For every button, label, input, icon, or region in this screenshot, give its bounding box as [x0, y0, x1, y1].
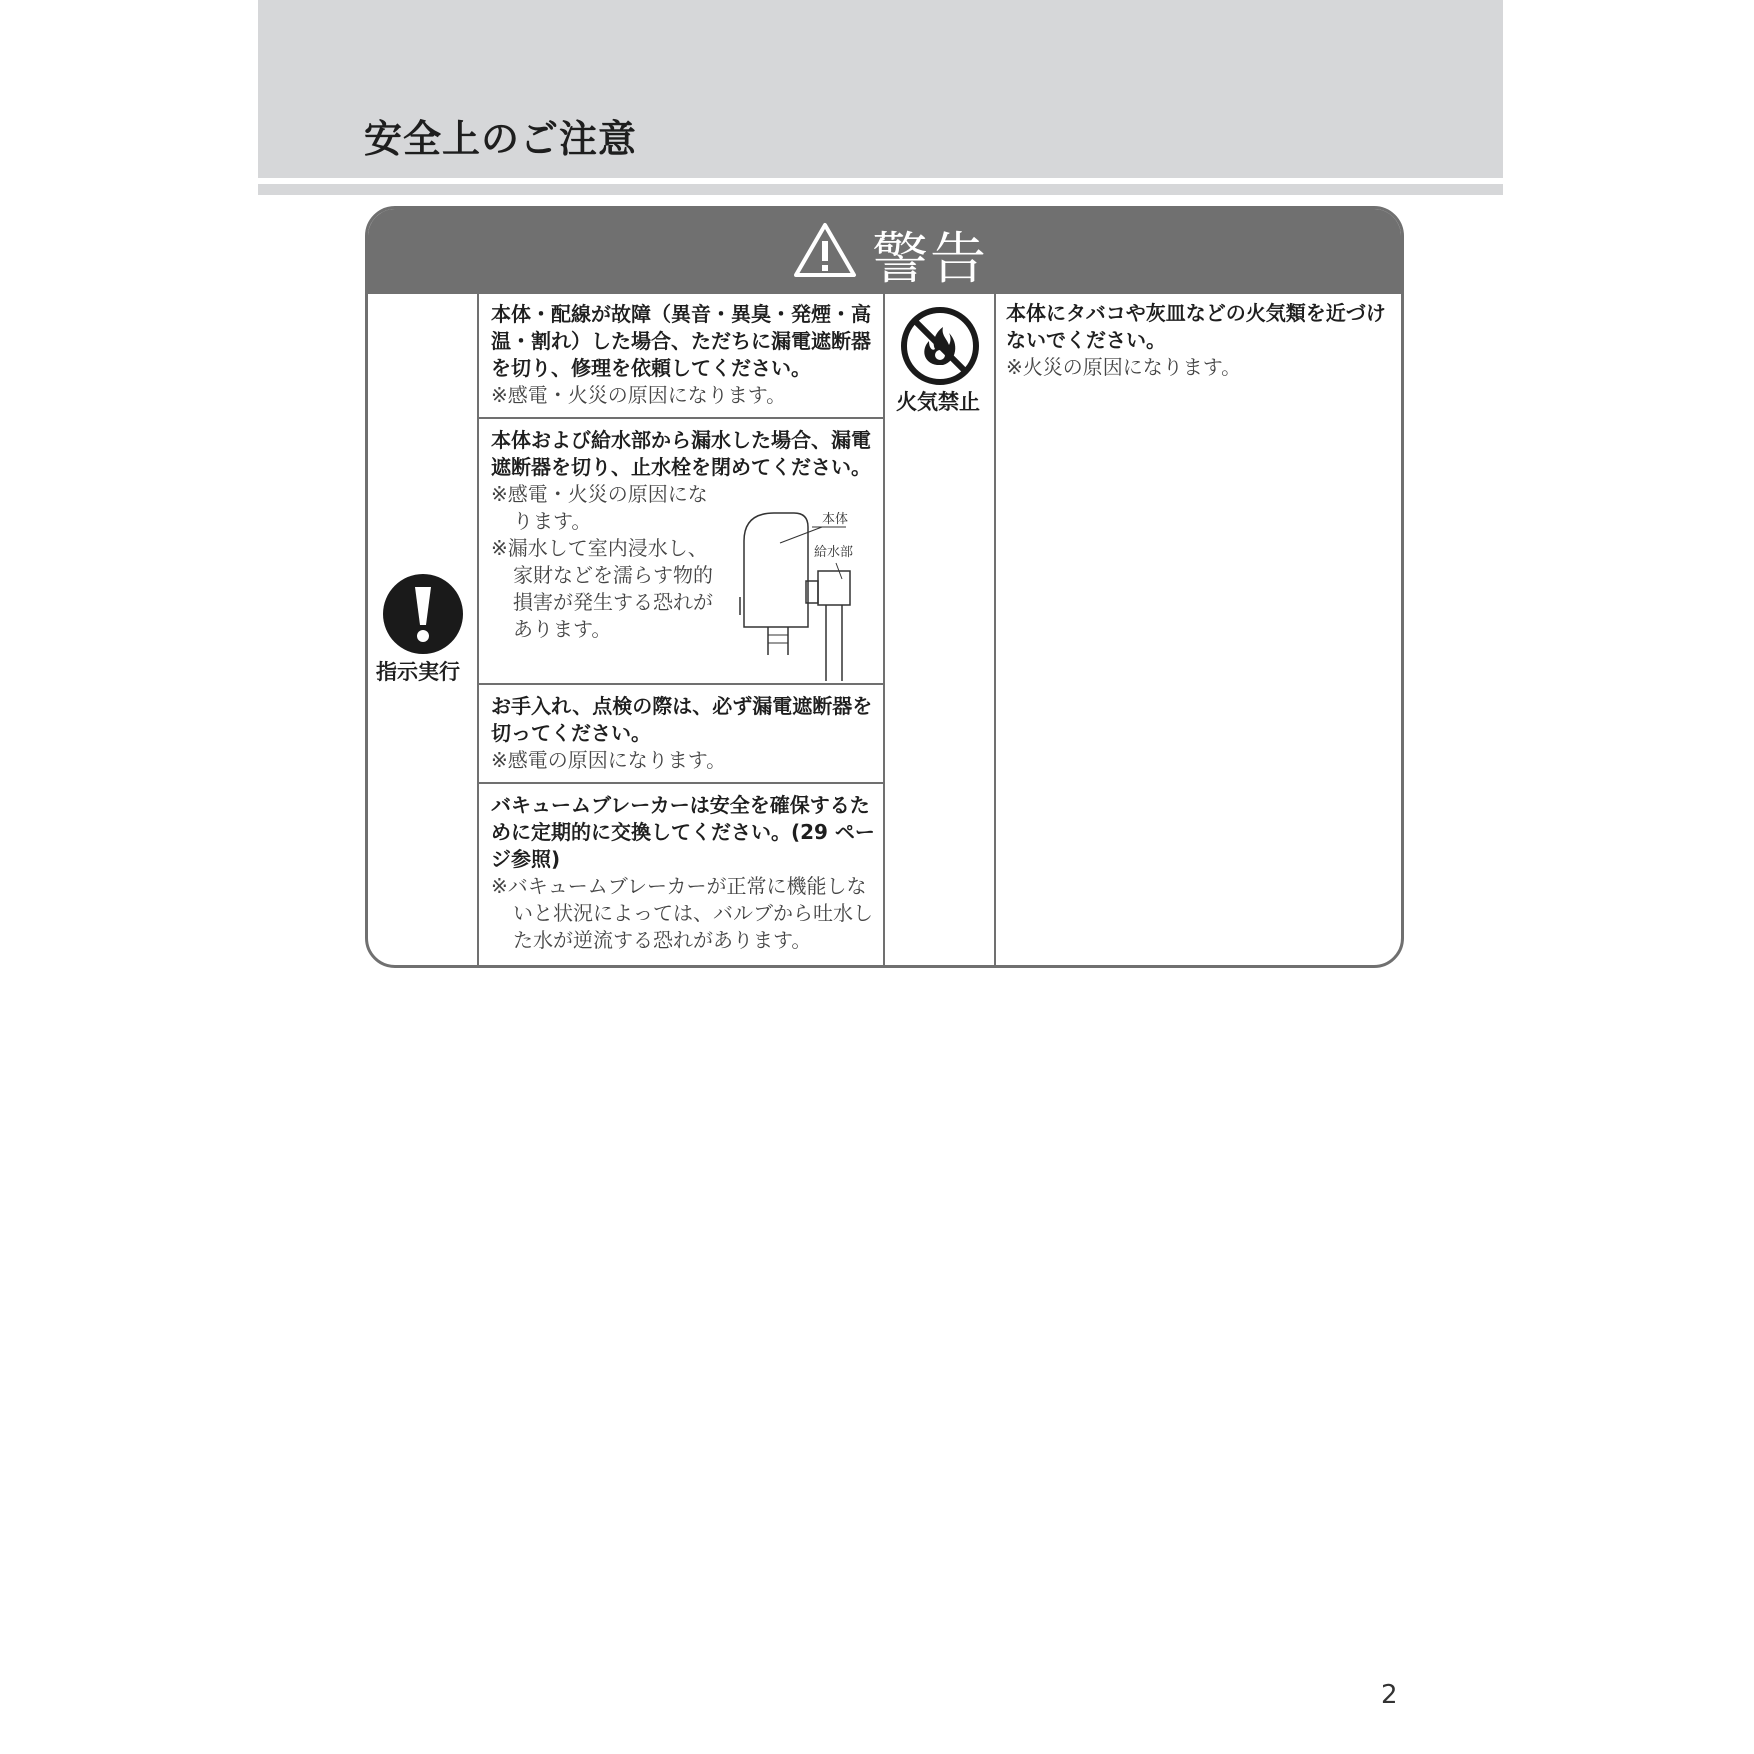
warning-triangle-icon [792, 221, 858, 279]
item-main-text: 本体・配線が故障（異音・異臭・発煙・高温・割れ）した場合、ただちに漏電遮断器を切り、修理を依頼してください。 [491, 302, 871, 380]
mandatory-label: 指示実行 [376, 660, 460, 684]
warning-item [491, 792, 881, 954]
label-body: 本体 [822, 512, 849, 527]
item-note: ※バキュームブレーカーが正常に機能しないと状況によっては、バルブから吐水した水が逆流する恐れがあります。 [491, 874, 873, 952]
fire-note: ※火災の原因になります。 [1006, 355, 1242, 379]
column-divider [883, 294, 885, 965]
warning-item [491, 301, 881, 409]
row-divider [479, 417, 885, 419]
item-note: ※漏水して室内浸水し、家財などを濡らす物的損害が発生する恐れがあります。 [491, 536, 713, 641]
item-note: ※感電の原因になります。 [491, 748, 727, 772]
row-divider [479, 782, 885, 784]
header-rule [258, 184, 1503, 195]
item-note: ※感電・火災の原因になります。 [491, 482, 708, 533]
faucet-drawing [736, 505, 876, 681]
column-divider [477, 294, 479, 965]
warning-box [365, 206, 1404, 968]
label-water-supply: 給水部 [814, 545, 854, 560]
page-number: 2 [1381, 1680, 1398, 1710]
column-divider [994, 294, 996, 965]
row-divider [479, 683, 885, 685]
item-main-text: バキュームブレーカーは安全を確保するために定期的に交換してください。(29 ページ参照) [491, 793, 875, 871]
no-fire-icon [899, 305, 981, 387]
warning-header [368, 209, 1401, 294]
faucet-illustration [736, 505, 876, 681]
prohibition-label: 火気禁止 [896, 390, 980, 414]
fire-warning-item [1006, 300, 1391, 381]
item-note: ※感電・火災の原因になります。 [491, 383, 787, 407]
fire-main-text: 本体にタバコや灰皿などの火気類を近づけないでください。 [1006, 301, 1386, 352]
item-main-text: お手入れ、点検の際は、必ず漏電遮断器を切ってください。 [491, 694, 873, 745]
exclamation-circle-icon [382, 573, 464, 655]
page-title: 安全上のご注意 [364, 117, 638, 161]
warning-title: 警告 [872, 227, 988, 292]
item-main-text: 本体および給水部から漏水した場合、漏電遮断器を切り、止水栓を閉めてください。 [491, 428, 871, 479]
warning-item [491, 693, 881, 774]
